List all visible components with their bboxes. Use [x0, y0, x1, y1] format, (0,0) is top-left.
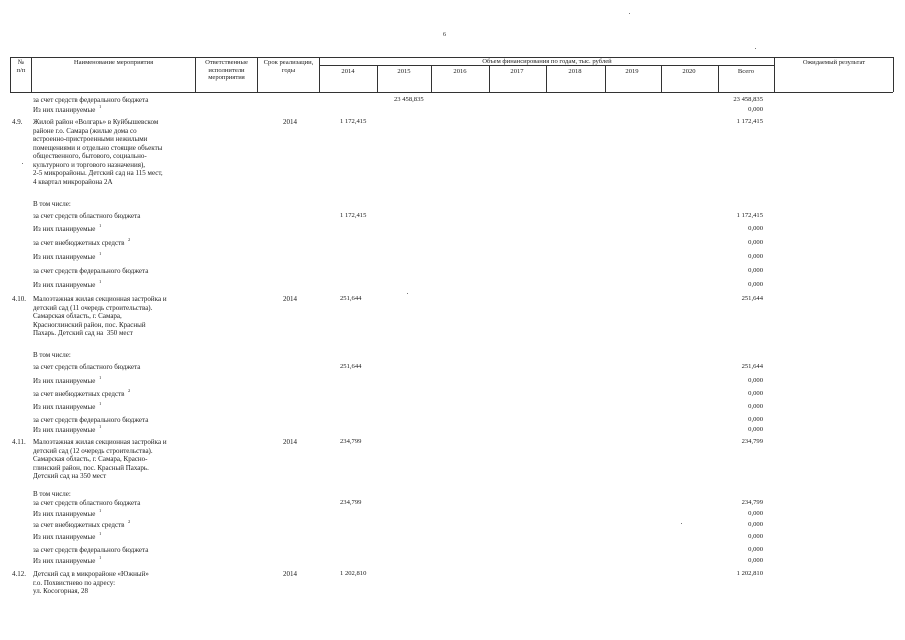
- row-name: Из них планируемые 1: [33, 223, 102, 233]
- value-total: 0,000: [748, 377, 763, 384]
- header-year-2019: 2019: [625, 68, 639, 75]
- header-col-line: [377, 65, 378, 92]
- scan-speck: [407, 293, 408, 294]
- value-total: 0,000: [748, 510, 763, 517]
- row-name: за счет средств федерального бюджета: [33, 267, 149, 275]
- row-number: 4.12.: [12, 570, 26, 578]
- value-total: 0,000: [748, 546, 763, 553]
- row-name: Из них планируемые 1: [33, 555, 102, 565]
- value-total: 251,644: [741, 295, 763, 302]
- row-name: Малоэтажная жилая секционная застройка и детский сад (11 очередь строительства). Самарская область, г. Самара, Красноглинский район, пос. Красный Пахарь. Детский сад на 350 мест: [33, 295, 167, 337]
- row-name: за счет средств областного бюджета: [33, 363, 141, 371]
- row-term: 2014: [283, 570, 297, 578]
- header-term: Срок реализации, годы: [263, 59, 314, 74]
- header-funding: Объем финансирования по годам, тыс. рублей: [482, 58, 612, 65]
- header-col-line: [546, 65, 547, 92]
- footnote-mark: 1: [99, 279, 102, 284]
- value-2014: 234,799: [340, 438, 362, 445]
- row-name: за счет внебюджетных средств 2: [33, 519, 131, 529]
- header-col-line: [718, 65, 719, 92]
- row-name: В том числе:: [33, 200, 71, 208]
- row-term: 2014: [283, 438, 297, 446]
- footnote-mark: 2: [128, 519, 131, 524]
- value-total: 1 172,415: [736, 212, 763, 219]
- footnote-mark: 1: [99, 375, 102, 380]
- page-marker: 6: [443, 32, 446, 38]
- header-num: № п/п: [16, 59, 26, 74]
- footnote-mark: 1: [99, 508, 102, 513]
- row-name: Детский сад в микрорайоне «Южный» г.о. Похвистнево по адресу: ул. Косогорная, 28: [33, 570, 149, 595]
- header-col-line: [431, 65, 432, 92]
- value-total: 0,000: [748, 533, 763, 540]
- header-year-2016: 2016: [453, 68, 467, 75]
- row-number: 4.9.: [12, 118, 23, 126]
- value-total: 0,000: [748, 106, 763, 113]
- row-term: 2014: [283, 295, 297, 303]
- header-result: Ожидаемый результат: [802, 59, 866, 66]
- value-total: 0,000: [748, 239, 763, 246]
- row-name: за счет средств областного бюджета: [33, 499, 141, 507]
- value-total: 0,000: [748, 426, 763, 433]
- footnote-mark: 1: [99, 555, 102, 560]
- value-total: 0,000: [748, 225, 763, 232]
- footnote-mark: 1: [99, 531, 102, 536]
- value-total: 234,799: [741, 438, 763, 445]
- value-total: 1 172,415: [736, 118, 763, 125]
- row-term: 2014: [283, 118, 297, 126]
- row-number: 4.11.: [12, 438, 26, 446]
- value-total: 0,000: [748, 390, 763, 397]
- header-responsible: Ответственные исполнители мероприятия: [205, 59, 248, 82]
- header-year-2018: 2018: [568, 68, 582, 75]
- header-year-2020: 2020: [682, 68, 696, 75]
- header-name: Наименование мероприятия: [73, 59, 154, 66]
- row-name: за счет средств федерального бюджета: [33, 416, 149, 424]
- header-year-2015: 2015: [397, 68, 411, 75]
- row-name: за счет внебюджетных средств 2: [33, 237, 131, 247]
- value-total: 0,000: [748, 521, 763, 528]
- header-col-line: [605, 65, 606, 92]
- row-number: 4.10.: [12, 295, 26, 303]
- value-total: 0,000: [748, 253, 763, 260]
- value-total: 251,644: [741, 363, 763, 370]
- footnote-mark: 2: [128, 388, 131, 393]
- scan-speck: [681, 523, 682, 524]
- row-name: Малоэтажная жилая секционная застройка и детский сад (12 очередь строительства). Самарская область, г. Самара, Красно- глинский район, пос. Красный Пахарь. Детский сад на 350 мест: [33, 438, 167, 480]
- footnote-mark: 1: [99, 223, 102, 228]
- scan-speck: [22, 163, 23, 164]
- header-year-total: Всего: [737, 68, 755, 75]
- row-name: Из них планируемые 1: [33, 531, 102, 541]
- row-name: Из них планируемые 1: [33, 251, 102, 261]
- value-total: 23 458,835: [733, 96, 763, 103]
- footnote-mark: 2: [128, 237, 131, 242]
- footnote-mark: 1: [99, 424, 102, 429]
- header-col-line: [893, 57, 894, 92]
- footnote-mark: 1: [99, 251, 102, 256]
- row-name: Жилой район «Волгарь» в Куйбышевском районе г.о. Самара (жилые дома со встроенно-пристроенными нежилыми помещениями и отдельно стоящие объекты общественного, бытового, социально- культурного и торгового назначения), 2-5 микрорайоны. Детский сад на 115 мест, 4 квартал микрорайона 2А: [33, 118, 163, 186]
- scan-speck: [755, 48, 756, 49]
- row-name: В том числе:: [33, 351, 71, 359]
- row-name: за счет средств областного бюджета: [33, 212, 141, 220]
- header-col-line: [661, 65, 662, 92]
- row-name: Из них планируемые 1: [33, 424, 102, 434]
- row-name: за счет средств федерального бюджета: [33, 546, 149, 554]
- value-2014: 251,644: [340, 295, 362, 302]
- footnote-mark: 1: [99, 104, 102, 109]
- value-total: 0,000: [748, 403, 763, 410]
- value-total: 0,000: [748, 281, 763, 288]
- row-name: Из них планируемые 1: [33, 279, 102, 289]
- value-total: 0,000: [748, 557, 763, 564]
- value-2015: 23 458,835: [394, 96, 424, 103]
- header-year-2014: 2014: [341, 68, 355, 75]
- value-total: 0,000: [748, 267, 763, 274]
- value-2014: 1 172,415: [340, 118, 367, 125]
- row-name: Из них планируемые 1: [33, 104, 102, 114]
- row-name: Из них планируемые 1: [33, 508, 102, 518]
- value-2014: 234,799: [340, 499, 362, 506]
- value-total: 234,799: [741, 499, 763, 506]
- header-rule-bottom: [10, 92, 893, 93]
- row-name: за счет внебюджетных средств 2: [33, 388, 131, 398]
- row-name: Из них планируемые 1: [33, 375, 102, 385]
- header-year-2017: 2017: [510, 68, 524, 75]
- row-name: Из них планируемые 1: [33, 401, 102, 411]
- scan-speck: [629, 13, 630, 14]
- header-col-line: [489, 65, 490, 92]
- row-name: В том числе:: [33, 490, 71, 498]
- value-2014: 1 172,415: [340, 212, 367, 219]
- value-total: 1 202,810: [736, 570, 763, 577]
- value-2014: 1 202,810: [340, 570, 367, 577]
- footnote-mark: 1: [99, 401, 102, 406]
- value-total: 0,000: [748, 416, 763, 423]
- value-2014: 251,644: [340, 363, 362, 370]
- row-name: за счет средств федерального бюджета: [33, 96, 149, 104]
